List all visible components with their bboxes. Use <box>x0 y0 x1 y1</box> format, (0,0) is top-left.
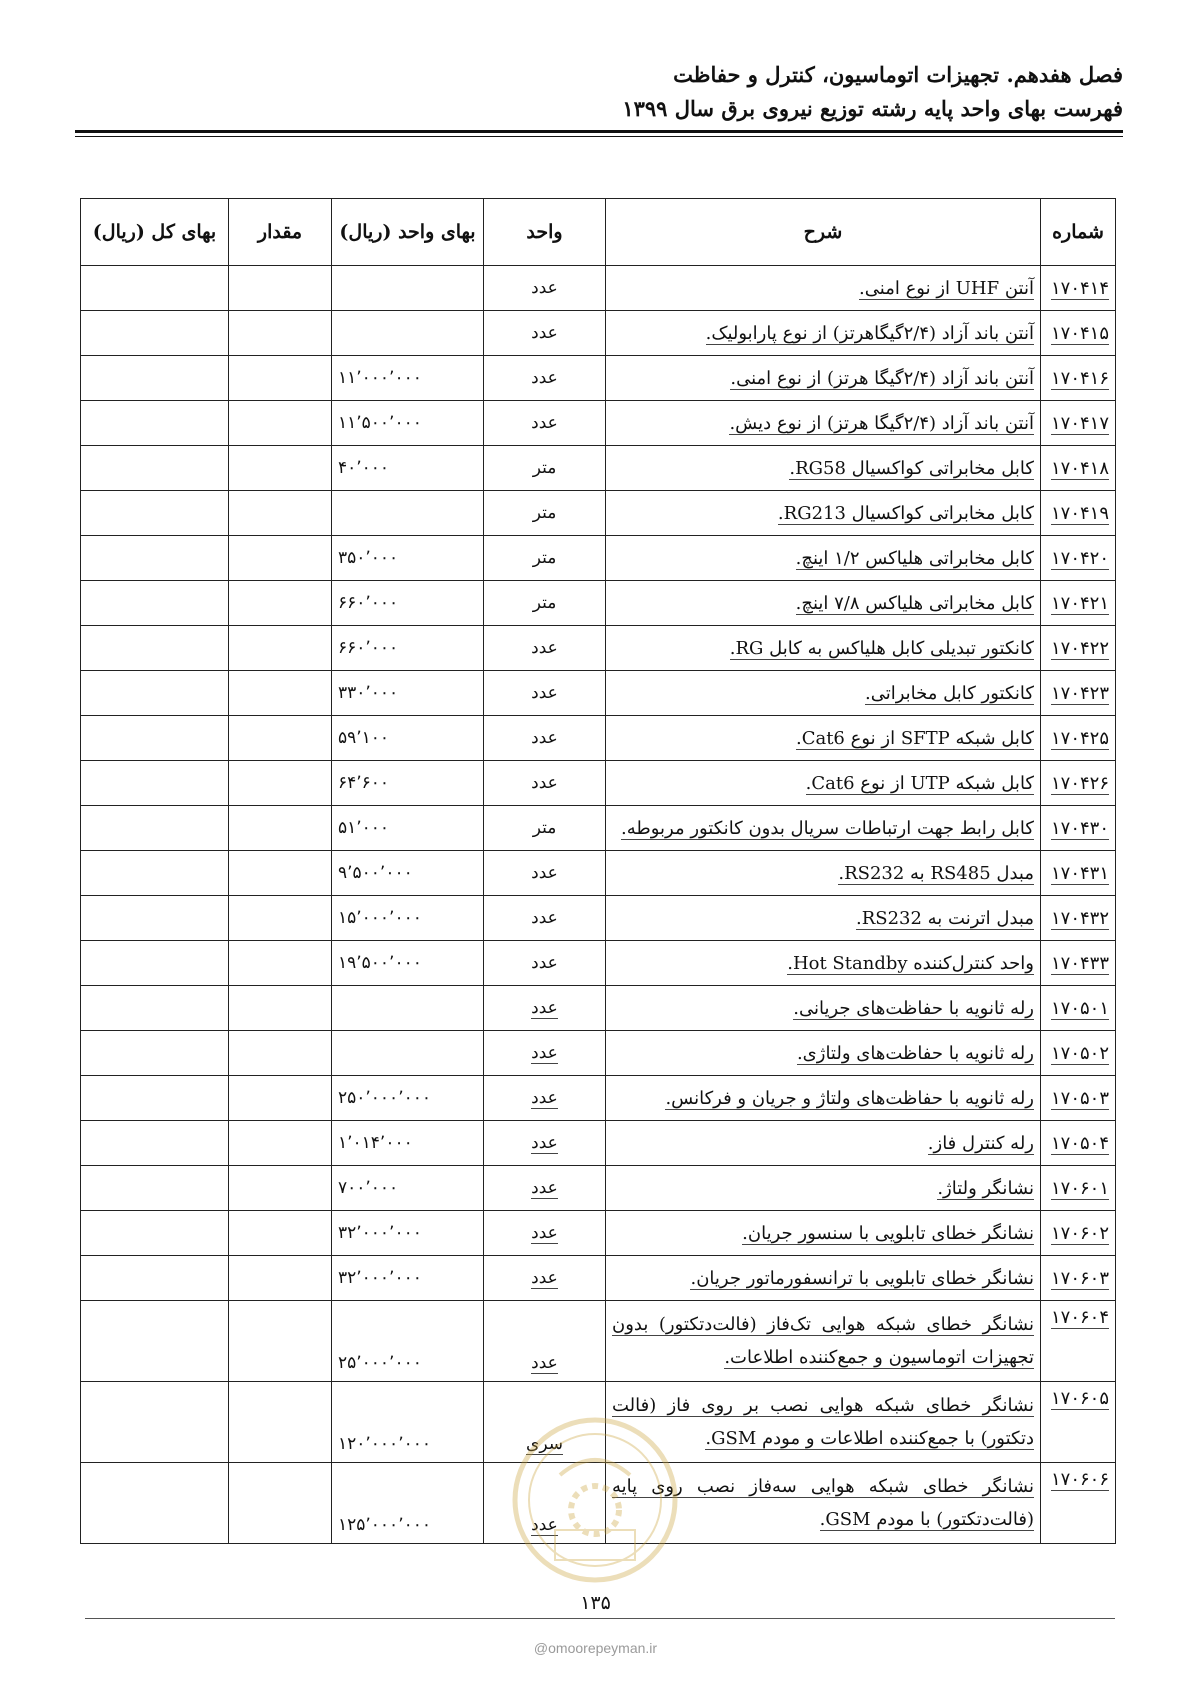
header-rule-thin <box>75 136 1123 137</box>
item-total-price <box>81 806 229 851</box>
item-unit-text: عدد <box>531 638 558 658</box>
item-unit-price <box>332 266 484 311</box>
item-total-price <box>81 941 229 986</box>
item-code-text: ۱۷۰۴۲۱ <box>1050 592 1109 614</box>
item-unit <box>484 626 606 671</box>
item-quantity <box>229 1211 332 1256</box>
item-code-text: ۱۷۰۴۱۸ <box>1050 457 1109 479</box>
item-description-text: کابل شبکه UTP از نوع Cat6. <box>805 772 1034 794</box>
item-code <box>1041 806 1116 851</box>
column-header-code: شماره <box>1041 199 1116 266</box>
item-quantity <box>229 851 332 896</box>
item-unit-price <box>332 491 484 536</box>
item-description <box>606 446 1041 491</box>
item-total-price <box>81 1256 229 1301</box>
item-unit-price <box>332 446 484 491</box>
item-unit-price <box>332 311 484 356</box>
item-description-text: نشانگر خطای شبکه هوایی نصب بر روی فاز (فالت دتکتور) با جمع‌کننده اطلاعات و مودم GSM. <box>612 1395 1034 1449</box>
table-row <box>81 1121 1116 1166</box>
item-description <box>606 1031 1041 1076</box>
table-row <box>81 446 1116 491</box>
item-unit-text: عدد <box>531 863 558 883</box>
item-unit-price <box>332 986 484 1031</box>
item-unit-price-text: ۱۲۵٬۰۰۰٬۰۰۰ <box>338 1515 431 1535</box>
item-unit-price-text: ۶۶۰٬۰۰۰ <box>338 593 399 613</box>
item-total-price <box>81 626 229 671</box>
item-unit-price <box>332 851 484 896</box>
item-unit <box>484 806 606 851</box>
item-unit <box>484 851 606 896</box>
item-code <box>1041 311 1116 356</box>
table-row <box>81 1166 1116 1211</box>
item-description <box>606 1256 1041 1301</box>
item-code-text: ۱۷۰۴۲۵ <box>1050 727 1109 749</box>
item-description <box>606 851 1041 896</box>
item-code-text: ۱۷۰۶۰۶ <box>1050 1469 1109 1490</box>
item-total-price <box>81 1301 229 1382</box>
item-code-text: ۱۷۰۶۰۳ <box>1050 1267 1109 1289</box>
item-unit-price-text: ۵۱٬۰۰۰ <box>338 818 390 838</box>
item-description-text: مبدل RS485 به RS232. <box>838 862 1034 884</box>
item-code <box>1041 491 1116 536</box>
table-row <box>81 1076 1116 1121</box>
table-row <box>81 491 1116 536</box>
item-description <box>606 1211 1041 1256</box>
item-code <box>1041 1382 1116 1463</box>
item-code <box>1041 986 1116 1031</box>
item-quantity <box>229 1166 332 1211</box>
item-unit-price-text: ۶۴٬۶۰۰ <box>338 773 390 793</box>
item-unit <box>484 941 606 986</box>
item-description <box>606 941 1041 986</box>
item-quantity <box>229 716 332 761</box>
item-description <box>606 536 1041 581</box>
item-unit-price-text: ۳۲٬۰۰۰٬۰۰۰ <box>338 1223 422 1243</box>
item-description-text: آنتن باند آزاد (۲/۴گیگا هرتز) از نوع امنی. <box>730 367 1034 389</box>
item-description-text: رله ثانویه با حفاظت‌های جریانی. <box>793 997 1034 1019</box>
item-total-price <box>81 986 229 1031</box>
item-quantity <box>229 491 332 536</box>
item-description-text: نشانگر خطای تابلویی با ترانسفورماتور جریان. <box>690 1267 1034 1289</box>
item-unit-price <box>332 896 484 941</box>
item-unit-price <box>332 1166 484 1211</box>
item-total-price <box>81 1076 229 1121</box>
item-unit <box>484 671 606 716</box>
item-quantity <box>229 311 332 356</box>
item-code <box>1041 1166 1116 1211</box>
item-total-price <box>81 671 229 716</box>
item-description-text: کابل مخابراتی هلیاکس ۱/۲ اینچ. <box>795 547 1034 569</box>
site-watermark: @omoorepeyman.ir <box>533 1640 658 1656</box>
table-row <box>81 806 1116 851</box>
item-unit <box>484 536 606 581</box>
item-unit-price <box>332 671 484 716</box>
item-unit-text: عدد <box>531 773 558 793</box>
item-unit-price-text: ۹٬۵۰۰٬۰۰۰ <box>338 863 413 883</box>
item-quantity <box>229 356 332 401</box>
item-total-price <box>81 491 229 536</box>
item-unit <box>484 266 606 311</box>
item-total-price <box>81 446 229 491</box>
item-code <box>1041 1463 1116 1544</box>
item-total-price <box>81 356 229 401</box>
item-quantity <box>229 1301 332 1382</box>
item-description-text: آنتن باند آزاد (۲/۴گیگا هرتز) از نوع دیش. <box>729 412 1034 434</box>
item-description-text: کابل مخابراتی کواکسیال RG58. <box>789 457 1034 479</box>
item-unit <box>484 986 606 1031</box>
item-unit-price <box>332 1301 484 1382</box>
item-unit-price <box>332 581 484 626</box>
item-unit-text: عدد <box>531 1178 558 1198</box>
item-description <box>606 1076 1041 1121</box>
item-unit-price-text: ۱۱٬۵۰۰٬۰۰۰ <box>338 413 422 433</box>
item-quantity <box>229 1463 332 1544</box>
item-unit-text: عدد <box>531 908 558 928</box>
item-code-text: ۱۷۰۶۰۲ <box>1050 1222 1109 1244</box>
item-code <box>1041 941 1116 986</box>
item-unit-price-text: ۲۵۰٬۰۰۰٬۰۰۰ <box>338 1088 431 1108</box>
item-code <box>1041 1211 1116 1256</box>
item-code-text: ۱۷۰۴۱۵ <box>1050 322 1109 344</box>
item-unit <box>484 356 606 401</box>
table-row <box>81 716 1116 761</box>
item-unit-text: عدد <box>531 413 558 433</box>
item-quantity <box>229 896 332 941</box>
item-code-text: ۱۷۰۴۲۳ <box>1050 682 1109 704</box>
item-total-price <box>81 401 229 446</box>
item-quantity <box>229 1121 332 1166</box>
item-unit-price <box>332 1211 484 1256</box>
item-unit-price-text: ۴۰٬۰۰۰ <box>338 458 390 478</box>
item-description-text: رله ثانویه با حفاظت‌های ولتاژ و جریان و فرکانس. <box>665 1087 1034 1109</box>
item-quantity <box>229 401 332 446</box>
item-total-price <box>81 1463 229 1544</box>
item-code-text: ۱۷۰۶۰۴ <box>1050 1307 1109 1328</box>
item-unit <box>484 311 606 356</box>
item-unit-price <box>332 1031 484 1076</box>
item-code-text: ۱۷۰۶۰۵ <box>1050 1388 1109 1409</box>
column-header-total-price: بهای کل (ریال) <box>81 199 229 266</box>
item-code-text: ۱۷۰۴۳۰ <box>1050 817 1109 839</box>
item-unit-text: متر <box>532 458 557 478</box>
item-unit-price <box>332 716 484 761</box>
item-total-price <box>81 536 229 581</box>
item-total-price <box>81 311 229 356</box>
item-description <box>606 896 1041 941</box>
item-description-text: کابل مخابراتی هلیاکس ۷/۸ اینچ. <box>795 592 1034 614</box>
item-total-price <box>81 1166 229 1211</box>
item-description <box>606 806 1041 851</box>
item-code <box>1041 356 1116 401</box>
item-unit <box>484 761 606 806</box>
item-unit-price-text: ۱۲۰٬۰۰۰٬۰۰۰ <box>338 1434 431 1454</box>
item-code-text: ۱۷۰۴۳۳ <box>1050 952 1109 974</box>
table-row <box>81 1211 1116 1256</box>
item-description-text: نشانگر ولتاژ. <box>937 1177 1034 1199</box>
item-quantity <box>229 446 332 491</box>
page-header <box>68 58 1123 126</box>
item-description-text: کانکتور تبدیلی کابل هلیاکس به کابل RG. <box>729 637 1034 659</box>
table-row <box>81 581 1116 626</box>
item-unit-text: عدد <box>531 1353 558 1373</box>
item-quantity <box>229 626 332 671</box>
item-unit-price-text: ۱۹٬۵۰۰٬۰۰۰ <box>338 953 422 973</box>
chapter-title: فصل هفدهم. تجهیزات اتوماسیون، کنترل و حفاظت <box>673 62 1123 87</box>
item-unit-text: عدد <box>531 1088 558 1108</box>
item-total-price <box>81 266 229 311</box>
item-unit-price <box>332 536 484 581</box>
item-unit <box>484 1031 606 1076</box>
item-code <box>1041 1256 1116 1301</box>
item-quantity <box>229 1256 332 1301</box>
item-description-text: نشانگر خطای تابلویی با سنسور جریان. <box>742 1222 1034 1244</box>
item-unit <box>484 1166 606 1211</box>
table-body <box>81 266 1116 1544</box>
item-description <box>606 266 1041 311</box>
item-unit-price-text: ۳۲٬۰۰۰٬۰۰۰ <box>338 1268 422 1288</box>
item-description <box>606 311 1041 356</box>
table-header-row <box>81 199 1116 266</box>
item-description <box>606 401 1041 446</box>
item-unit-text: متر <box>532 548 557 568</box>
item-description-text: رله ثانویه با حفاظت‌های ولتاژی. <box>796 1042 1034 1064</box>
item-unit-price <box>332 941 484 986</box>
item-unit-text: عدد <box>531 683 558 703</box>
item-unit-price-text: ۱۵٬۰۰۰٬۰۰۰ <box>338 908 422 928</box>
item-unit-price-text: ۳۳۰٬۰۰۰ <box>338 683 399 703</box>
table-row <box>81 401 1116 446</box>
item-description-text: آنتن باند آزاد (۲/۴گیگاهرتز) از نوع پارابولیک. <box>705 322 1034 344</box>
item-code <box>1041 446 1116 491</box>
item-description-text: رله کنترل فاز. <box>927 1132 1034 1154</box>
item-unit-price <box>332 401 484 446</box>
item-description-text: مبدل اترنت به RS232. <box>855 907 1034 929</box>
item-unit-text: متر <box>532 818 557 838</box>
column-header-unit: واحد <box>484 199 606 266</box>
item-unit-text: عدد <box>531 1043 558 1063</box>
item-description <box>606 491 1041 536</box>
item-unit-price <box>332 626 484 671</box>
table-row <box>81 311 1116 356</box>
item-code <box>1041 1031 1116 1076</box>
item-quantity <box>229 941 332 986</box>
item-description-text: نشانگر خطای شبکه هوایی سه‌فاز نصب روی پایه (فالت‌دتکتور) با مودم GSM. <box>612 1476 1034 1530</box>
item-description-text: واحد کنترل‌کننده Hot Standby. <box>787 952 1034 974</box>
item-unit-price <box>332 806 484 851</box>
item-unit-price-text: ۳۵۰٬۰۰۰ <box>338 548 399 568</box>
item-code-text: ۱۷۰۴۲۲ <box>1050 637 1109 659</box>
item-code-text: ۱۷۰۵۰۱ <box>1050 997 1109 1019</box>
footer-rule <box>85 1618 1115 1619</box>
item-unit-price <box>332 1256 484 1301</box>
item-total-price <box>81 1211 229 1256</box>
column-header-description: شرح <box>606 199 1041 266</box>
item-quantity <box>229 536 332 581</box>
item-total-price <box>81 1121 229 1166</box>
item-unit <box>484 1121 606 1166</box>
item-description-text: آنتن UHF از نوع امنی. <box>859 277 1034 299</box>
item-unit-price <box>332 1076 484 1121</box>
item-unit-price-text: ۷۰۰٬۰۰۰ <box>338 1178 399 1198</box>
item-code <box>1041 401 1116 446</box>
item-total-price <box>81 761 229 806</box>
item-code-text: ۱۷۰۴۱۴ <box>1050 277 1109 299</box>
item-total-price <box>81 581 229 626</box>
item-unit-price <box>332 1463 484 1544</box>
column-header-unit-price: بهای واحد (ریال) <box>332 199 484 266</box>
item-code-text: ۱۷۰۴۳۱ <box>1050 862 1109 884</box>
item-code <box>1041 581 1116 626</box>
item-unit-price <box>332 761 484 806</box>
item-quantity <box>229 1382 332 1463</box>
item-code <box>1041 1076 1116 1121</box>
item-description <box>606 581 1041 626</box>
item-unit-text: عدد <box>531 953 558 973</box>
item-unit <box>484 401 606 446</box>
item-unit-price-text: ۶۶۰٬۰۰۰ <box>338 638 399 658</box>
item-code-text: ۱۷۰۴۲۶ <box>1050 772 1109 794</box>
table-row <box>81 356 1116 401</box>
book-title: فهرست بهای واحد پایه رشته توزیع نیروی برق سال ۱۳۹۹ <box>622 96 1123 121</box>
item-code <box>1041 851 1116 896</box>
item-unit-text: متر <box>532 593 557 613</box>
column-header-quantity: مقدار <box>229 199 332 266</box>
item-description <box>606 1301 1041 1382</box>
item-description <box>606 671 1041 716</box>
item-quantity <box>229 671 332 716</box>
item-description-text: کانکتور کابل مخابراتی. <box>865 682 1034 704</box>
table-row <box>81 1301 1116 1382</box>
item-total-price <box>81 1382 229 1463</box>
item-code-text: ۱۷۰۵۰۴ <box>1050 1132 1109 1154</box>
item-quantity <box>229 806 332 851</box>
item-description <box>606 716 1041 761</box>
item-unit-text: عدد <box>531 323 558 343</box>
item-description <box>606 356 1041 401</box>
item-unit-text: عدد <box>531 728 558 748</box>
item-total-price <box>81 896 229 941</box>
item-code <box>1041 536 1116 581</box>
item-total-price <box>81 851 229 896</box>
item-quantity <box>229 986 332 1031</box>
publisher-seal-watermark <box>510 1415 680 1585</box>
item-quantity <box>229 1031 332 1076</box>
item-unit-text: عدد <box>531 1515 558 1535</box>
table-row <box>81 941 1116 986</box>
item-quantity <box>229 266 332 311</box>
item-unit-price-text: ۲۵٬۰۰۰٬۰۰۰ <box>338 1353 422 1373</box>
item-code-text: ۱۷۰۵۰۲ <box>1050 1042 1109 1064</box>
page-number: ۱۳۵ <box>580 1592 611 1614</box>
item-unit <box>484 581 606 626</box>
item-unit-text: عدد <box>531 368 558 388</box>
item-description <box>606 986 1041 1031</box>
table-row <box>81 671 1116 716</box>
item-unit <box>484 1256 606 1301</box>
item-description <box>606 626 1041 671</box>
table-row <box>81 896 1116 941</box>
item-code <box>1041 266 1116 311</box>
item-quantity <box>229 1076 332 1121</box>
item-unit <box>484 491 606 536</box>
item-unit-price <box>332 1121 484 1166</box>
item-code-text: ۱۷۰۴۲۰ <box>1050 547 1109 569</box>
item-code <box>1041 671 1116 716</box>
item-unit <box>484 896 606 941</box>
item-code <box>1041 1301 1116 1382</box>
price-table <box>80 198 1116 1544</box>
table-row <box>81 626 1116 671</box>
item-unit <box>484 446 606 491</box>
item-description <box>606 1121 1041 1166</box>
item-unit-price-text: ۱٬۰۱۴٬۰۰۰ <box>338 1133 413 1153</box>
item-unit <box>484 1076 606 1121</box>
item-code-text: ۱۷۰۶۰۱ <box>1050 1177 1109 1199</box>
item-quantity <box>229 581 332 626</box>
table-row <box>81 986 1116 1031</box>
table-row <box>81 266 1116 311</box>
item-unit-price-text: ۱۱٬۰۰۰٬۰۰۰ <box>338 368 422 388</box>
item-unit <box>484 1301 606 1382</box>
item-description-text: کابل رابط جهت ارتباطات سریال بدون کانکتور مربوطه. <box>621 817 1034 839</box>
item-description-text: نشانگر خطای شبکه هوایی تک‌فاز (فالت‌دتکتور) بدون تجهیزات اتوماسیون و جمع‌کننده اطلاعات. <box>612 1314 1034 1368</box>
item-quantity <box>229 761 332 806</box>
item-code <box>1041 626 1116 671</box>
item-code <box>1041 896 1116 941</box>
item-unit-text: عدد <box>531 1223 558 1243</box>
item-unit-price-text: ۵۹٬۱۰۰ <box>338 728 390 748</box>
item-unit-text: سری <box>526 1434 563 1454</box>
table-row <box>81 851 1116 896</box>
item-unit <box>484 716 606 761</box>
table-row <box>81 761 1116 806</box>
item-total-price <box>81 716 229 761</box>
item-unit-text: عدد <box>531 1133 558 1153</box>
header-rule-thick <box>75 130 1123 133</box>
item-code <box>1041 761 1116 806</box>
item-description <box>606 761 1041 806</box>
item-unit-text: متر <box>532 503 557 523</box>
item-code-text: ۱۷۰۴۱۶ <box>1050 367 1109 389</box>
item-unit-text: عدد <box>531 998 558 1018</box>
item-code-text: ۱۷۰۴۱۷ <box>1050 412 1109 434</box>
item-code-text: ۱۷۰۴۳۲ <box>1050 907 1109 929</box>
item-unit-price <box>332 356 484 401</box>
item-code-text: ۱۷۰۵۰۳ <box>1050 1087 1109 1109</box>
item-code-text: ۱۷۰۴۱۹ <box>1050 502 1109 524</box>
item-description-text: کابل شبکه SFTP از نوع Cat6. <box>795 727 1034 749</box>
item-total-price <box>81 1031 229 1076</box>
table-row <box>81 1031 1116 1076</box>
item-unit-text: عدد <box>531 1268 558 1288</box>
item-unit-text: عدد <box>531 278 558 298</box>
item-unit-price <box>332 1382 484 1463</box>
item-description-text: کابل مخابراتی کواکسیال RG213. <box>777 502 1034 524</box>
table-row <box>81 536 1116 581</box>
item-unit <box>484 1211 606 1256</box>
table-row <box>81 1256 1116 1301</box>
item-description <box>606 1166 1041 1211</box>
item-code <box>1041 1121 1116 1166</box>
item-code <box>1041 716 1116 761</box>
